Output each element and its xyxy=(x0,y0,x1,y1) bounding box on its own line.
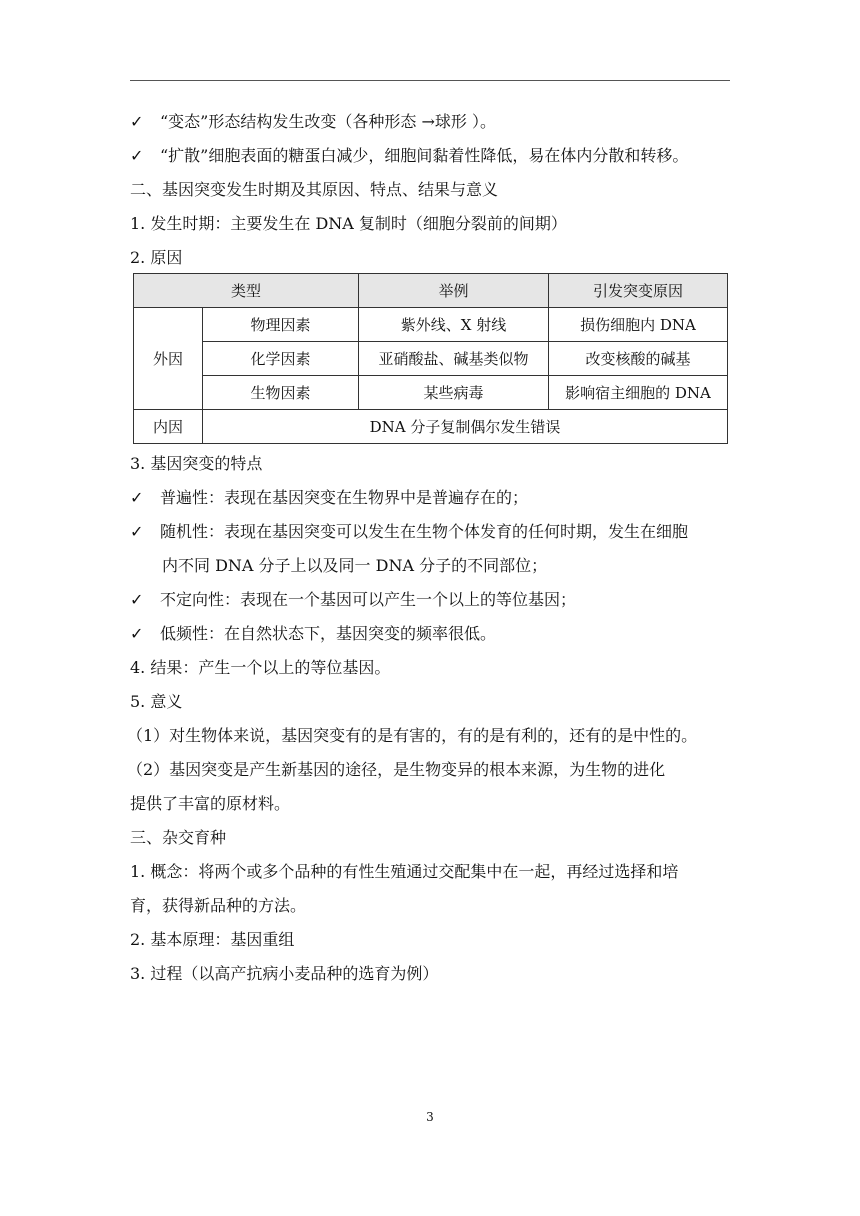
table-header: 引发突变原因 xyxy=(549,274,728,308)
table-cell: 生物因素 xyxy=(203,376,359,410)
check-icon: ✓ xyxy=(130,624,144,643)
section-heading: 二、基因突变发生时期及其原因、特点、结果与意义 xyxy=(130,180,499,199)
table-header: 举例 xyxy=(359,274,549,308)
mutation-cause-table xyxy=(133,273,728,444)
list-item: 5. 意义 xyxy=(130,692,183,711)
table-cell: 影响宿主细胞的 DNA xyxy=(549,376,728,410)
list-item: 1. 发生时期：主要发生在 DNA 复制时（细胞分裂前的间期） xyxy=(130,214,567,233)
bullet-spread: ✓ “扩散”细胞表面的糖蛋白减少，细胞间黏着性降低，易在体内分散和转移。 xyxy=(130,144,735,168)
list-item: 3. 过程（以高产抗病小麦品种的选育为例） xyxy=(130,964,439,983)
check-icon: ✓ xyxy=(130,488,144,507)
list-item: 2. 基本原理：基因重组 xyxy=(130,930,295,949)
table-cell: 内因 xyxy=(134,410,203,444)
feature-universal: ✓ 普遍性：表现在基因突变在生物界中是普遍存在的； xyxy=(130,486,735,510)
table-cell: 改变核酸的碱基 xyxy=(549,342,728,376)
table-header: 类型 xyxy=(134,274,359,308)
bullet-transform: ✓ “变态”形态结构发生改变（各种形态 →球形 ）。 xyxy=(130,110,735,134)
list-item: 育，获得新品种的方法。 xyxy=(130,896,307,915)
feature-random: ✓ 随机性：表现在基因突变可以发生在生物个体发育的任何时期，发生在细胞 xyxy=(130,520,735,544)
paragraph: 提供了丰富的原材料。 xyxy=(130,794,291,813)
check-icon: ✓ xyxy=(130,146,144,165)
table-cell: 外因 xyxy=(134,308,203,410)
check-icon: ✓ xyxy=(130,522,144,541)
section-heading: 三、杂交育种 xyxy=(130,828,227,847)
check-icon: ✓ xyxy=(130,112,144,131)
table-cell: DNA 分子复制偶尔发生错误 xyxy=(203,410,728,444)
list-item: 1. 概念：将两个或多个品种的有性生殖通过交配集中在一起，再经过选择和培 xyxy=(130,862,679,881)
paragraph: （2）基因突变是产生新基因的途径，是生物变异的根本来源，为生物的进化 xyxy=(127,760,666,779)
table-cell: 亚硝酸盐、碱基类似物 xyxy=(359,342,549,376)
check-icon: ✓ xyxy=(130,590,144,609)
table-cell: 紫外线、X 射线 xyxy=(359,308,549,342)
header-rule xyxy=(130,80,730,81)
table-row xyxy=(134,308,728,342)
list-item: 3. 基因突变的特点 xyxy=(130,454,263,473)
table-row xyxy=(134,342,728,376)
table-header-row xyxy=(134,274,728,308)
page-number: 3 xyxy=(426,1110,434,1124)
list-item: 2. 原因 xyxy=(130,248,183,267)
paragraph: （1）对生物体来说，基因突变有的是有害的，有的是有利的，还有的是中性的。 xyxy=(127,726,698,745)
feature-low-frequency: ✓ 低频性：在自然状态下，基因突变的频率很低。 xyxy=(130,622,735,646)
list-item: 4. 结果：产生一个以上的等位基因。 xyxy=(130,658,391,677)
table-row xyxy=(134,376,728,410)
table-cell: 物理因素 xyxy=(203,308,359,342)
table-cell: 某些病毒 xyxy=(359,376,549,410)
table-row xyxy=(134,410,728,444)
table-cell: 化学因素 xyxy=(203,342,359,376)
table-cell: 损伤细胞内 DNA xyxy=(549,308,728,342)
feature-nondirectional: ✓ 不定向性：表现在一个基因可以产生一个以上的等位基因； xyxy=(130,588,735,612)
feature-random-cont: 内不同 DNA 分子上以及同一 DNA 分子的不同部位； xyxy=(162,556,548,575)
